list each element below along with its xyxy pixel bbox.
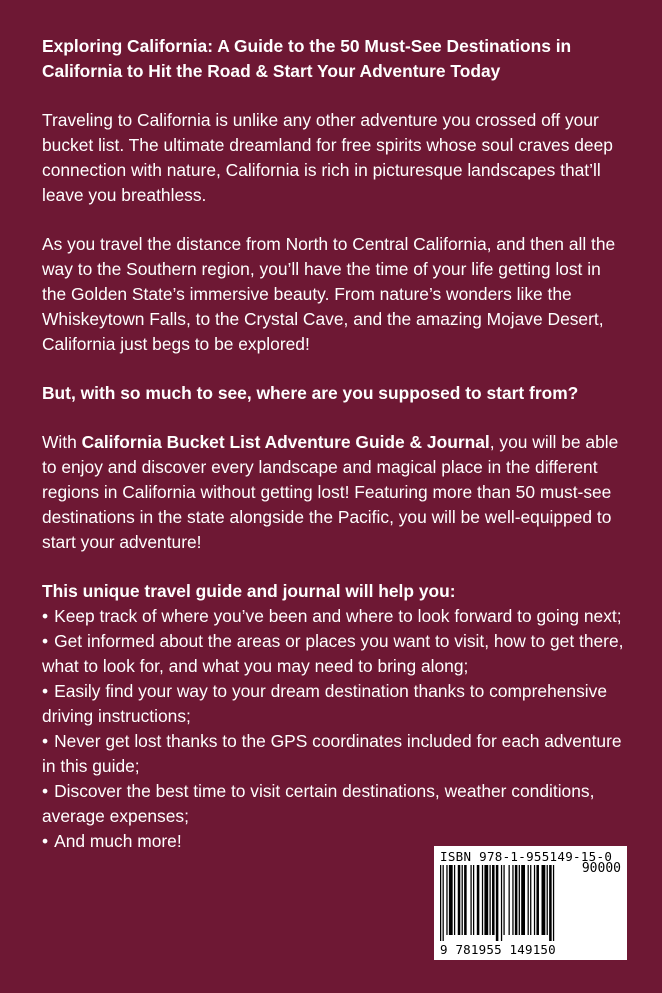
list-item-text: Discover the best time to visit certain destinations, weather conditions, average expenses;	[42, 781, 595, 826]
list-item-text: Keep track of where you’ve been and where to look forward to going next;	[54, 606, 622, 626]
guide-paragraph-suffix: , you will be able to enjoy and discover every landscape and magical place in the different regions in California without getting lost! Featuring more than 50 must-see destinations in the state alongside the Pacific, you will be well-equipped to start your adventure!	[42, 432, 619, 552]
isbn-label: ISBN 978-1-955149-15-0	[440, 849, 613, 864]
list-item	[42, 679, 624, 729]
barcode-bars-icon	[440, 865, 560, 941]
list-item-text: And much more!	[54, 831, 182, 851]
bullet-icon: •	[42, 631, 49, 651]
description-block	[42, 34, 624, 854]
question-heading: But, with so much to see, where are you supposed to start from?	[42, 383, 579, 403]
intro-paragraph: Traveling to California is unlike any other adventure you crossed off your bucket list. The ultimate dreamland for free spirits whose soul craves deep connection with nature, California is rich in picturesque landscapes that’ll leave you breathless.	[42, 110, 613, 205]
regions-paragraph: As you travel the distance from North to Central California, and then all the way to the Southern region, you’ll have the time of your life getting lost in the Golden State’s immersive beauty. From nature’s wonders like the Whiskeytown Falls, to the Crystal Cave, and the amazing Mojave Desert, California just begs to be explored!	[42, 234, 616, 354]
bullet-icon: •	[42, 831, 49, 851]
list-item-text: Get informed about the areas or places you want to visit, how to get there, what to look for, and what you may need to bring along;	[42, 631, 624, 676]
list-item	[42, 729, 624, 779]
bullet-icon: •	[42, 681, 49, 701]
benefits-list	[42, 604, 624, 854]
list-item	[42, 629, 624, 679]
book-title: Exploring California: A Guide to the 50 Must-See Destinations in California to Hit the Road & Start Your Adventure Today	[42, 36, 572, 81]
price-code: 90000	[581, 861, 621, 876]
list-item	[42, 604, 624, 629]
guide-book-name: California Bucket List Adventure Guide & Journal	[81, 432, 490, 452]
bullet-icon: •	[42, 731, 49, 751]
isbn-digits: 9 781955 149150	[440, 942, 556, 957]
list-item-text: Easily find your way to your dream destination thanks to comprehensive driving instructions;	[42, 681, 608, 726]
list-item	[42, 779, 624, 829]
benefits-heading: This unique travel guide and journal will help you:	[42, 581, 456, 601]
guide-paragraph	[42, 430, 624, 555]
bullet-icon: •	[42, 781, 49, 801]
bullet-icon: •	[42, 606, 49, 626]
guide-paragraph-prefix: With	[42, 432, 82, 452]
isbn-barcode	[434, 846, 627, 960]
list-item-text: Never get lost thanks to the GPS coordinates included for each adventure in this guide;	[42, 731, 622, 776]
